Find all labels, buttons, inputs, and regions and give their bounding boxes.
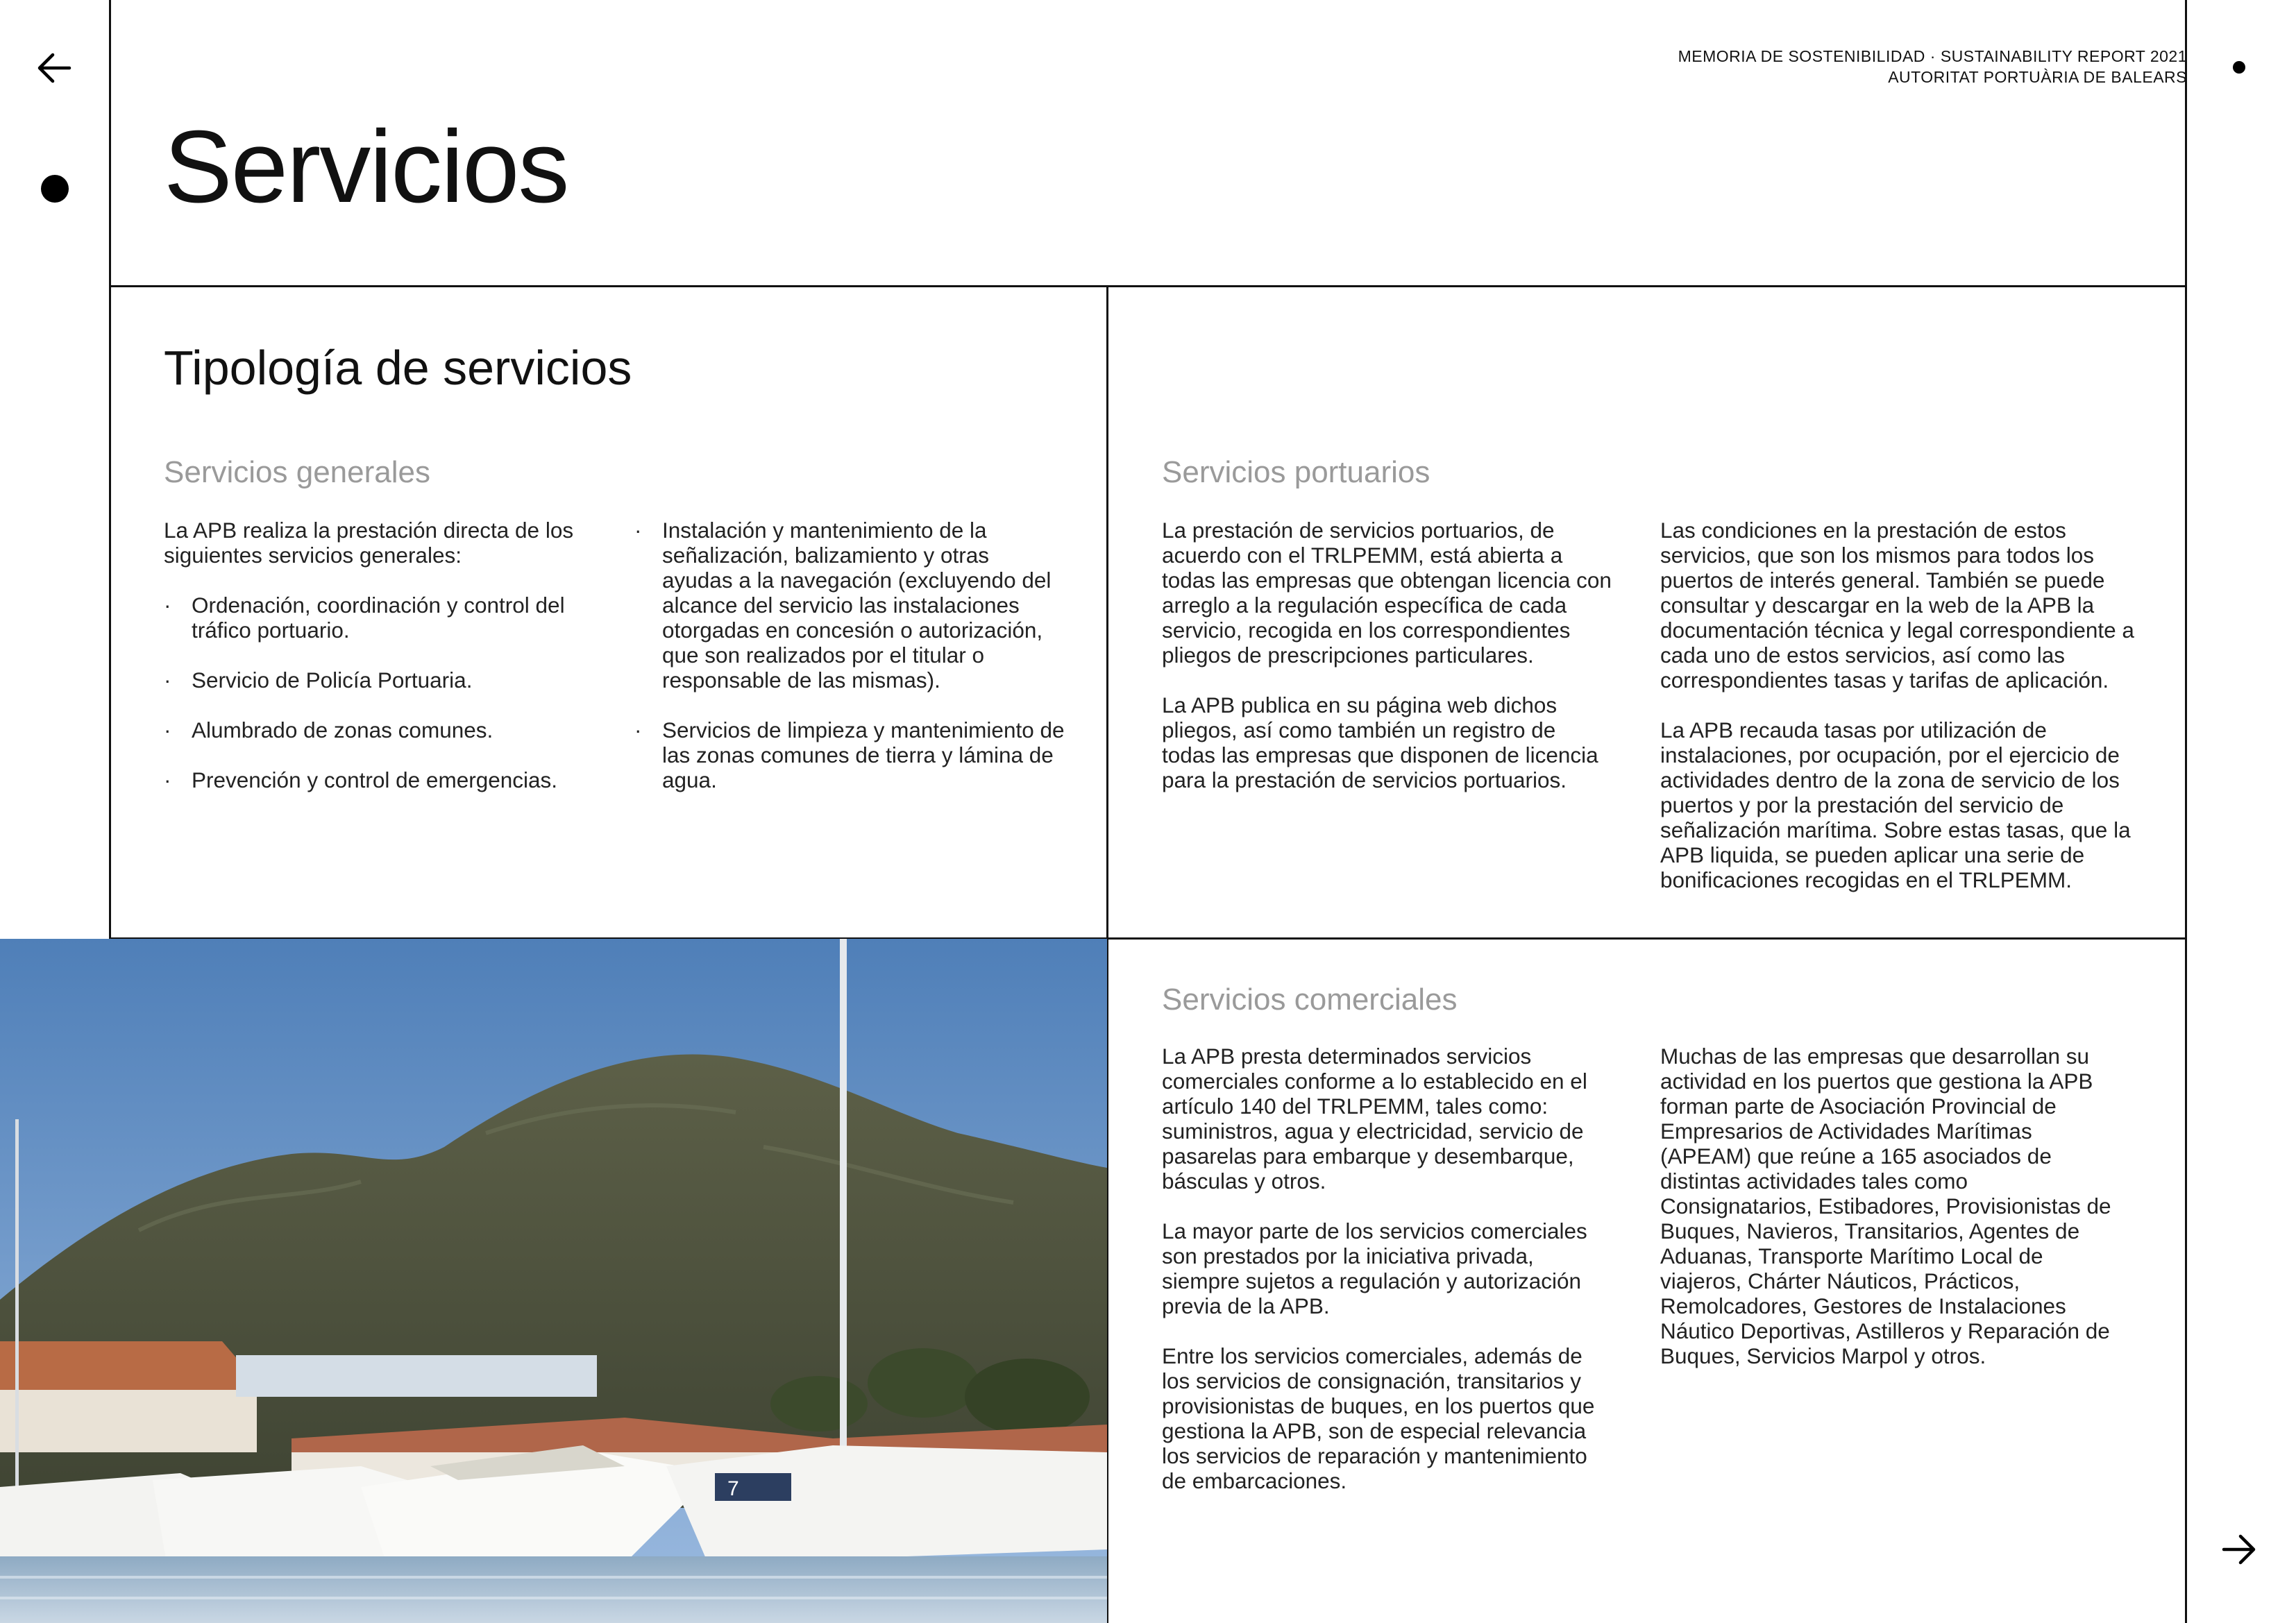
arrow-right-icon[interactable]	[2218, 1529, 2260, 1570]
paragraph: La mayor parte de los servicios comerciales son prestados por la iniciativa privada, siempre sujetos a regulación y autorización previa de la APB.	[1162, 1218, 1587, 1318]
report-header	[1678, 46, 2187, 87]
paragraph: Las condiciones en la prestación de estos servicios, que son los mismos para todos los puertos de interés general. También se puede consultar y descargar en la web de la APB la documentación técnica y legal correspondiente a cada uno de estos servicios, así como las correspondientes tasas y tarifas de aplicación.	[1660, 518, 2134, 692]
right-frame-line	[2185, 0, 2187, 1623]
marina-illustration	[0, 939, 1107, 1623]
servicios-portuarios-col2	[1660, 518, 2139, 917]
title-divider-line	[109, 285, 2187, 287]
servicios-generales-heading: Servicios generales	[164, 455, 430, 489]
list-item: · Servicio de Policía Portuaria.	[164, 668, 594, 692]
servicios-generales-list-cont	[634, 518, 1065, 792]
left-frame-line	[109, 0, 111, 939]
paragraph: La prestación de servicios portuarios, de acuerdo con el TRLPEMM, está abierta a todas las empresas que obtengan licencia con arreglo a la regulación específica de cada servicio, recogida en los correspondientes pliegos de prescripciones particulares.	[1162, 518, 1612, 668]
list-item: · Servicios de limpieza y mantenimiento de las zonas comunes de tierra y lámina de agua.	[634, 717, 1065, 792]
arrow-left-icon[interactable]	[33, 47, 75, 89]
servicios-comerciales-col1	[1162, 1044, 1613, 1518]
servicios-comerciales-heading: Servicios comerciales	[1162, 983, 1458, 1017]
boat-number: 7	[727, 1477, 739, 1500]
report-header-line2: AUTORITAT PORTUÀRIA DE BALEARS	[1888, 68, 2187, 86]
servicios-portuarios-col1	[1162, 518, 1613, 817]
list-item: · Instalación y mantenimiento de la señalización, balizamiento y otras ayudas a la navegación (excluyendo del alcance del servicio las instalaciones otorgadas en concesión o autorización, que son realizados por el titular o responsable de las mismas).	[634, 518, 1065, 692]
servicios-generales-col1	[164, 518, 594, 817]
servicios-generales-list	[164, 593, 594, 792]
servicios-comerciales-col2	[1660, 1044, 2111, 1393]
paragraph: La APB presta determinados servicios comerciales conforme a lo establecido en el artículo 140 del TRLPEMM, tales como: suministros, agua y electricidad, servicio de pasarelas para embarque y desembarque, básculas y otros.	[1162, 1044, 1587, 1193]
page-indicator-dot	[41, 175, 69, 203]
paragraph: La APB recauda tasas por utilización de instalaciones, por ocupación, por el ejercicio de actividades dentro de la zona de servicio de los puertos y por la prestación del servicio de señalización marítima. Sobre estas tasas, que la APB liquida, se pueden aplicar una serie de bonificaciones recogidas en el TRLPEMM.	[1660, 717, 2131, 892]
list-item: · Ordenación, coordinación y control del tráfico portuario.	[164, 593, 594, 643]
servicios-generales-col2	[634, 518, 1065, 817]
marina-photo	[0, 939, 1107, 1623]
paragraph: Muchas de las empresas que desarrollan su actividad en los puertos que gestiona la APB forman parte de Asociación Provincial de Empresarios de Actividades Marítimas (APEAM) que reúne a 165 asociados de distintas actividades tales como Consignatarios, Estibadores, Provisionistas de Buques, Navieros, Transitarios, Agentes de Aduanas, Transporte Marítimo Local de viajeros, Chárter Náuticos, Prácticos, Remolcadores, Gestores de Instalaciones Náutico Deportivas, Astilleros y Reparación de Buques, Servicios Marpol y otros.	[1660, 1044, 2111, 1368]
middle-divider-line	[1106, 937, 2187, 940]
section-title: Tipología de servicios	[164, 341, 632, 395]
page-title: Servicios	[164, 110, 568, 224]
right-indicator-dot	[2233, 61, 2245, 74]
servicios-generales-intro: La APB realiza la prestación directa de los siguientes servicios generales:	[164, 518, 574, 568]
list-item: · Alumbrado de zonas comunes.	[164, 717, 594, 742]
servicios-portuarios-heading: Servicios portuarios	[1162, 455, 1430, 489]
paragraph: La APB publica en su página web dichos pliegos, así como también un registro de todas las empresas que disponen de licencia para la prestación de servicios portuarios.	[1162, 692, 1598, 792]
paragraph: Entre los servicios comerciales, además de los servicios de consignación, transitarios y provisionistas de buques, en los puertos que gestiona la APB, son de especial relevancia los servicios de reparación y mantenimiento de embarcaciones.	[1162, 1343, 1595, 1493]
report-header-line1: MEMORIA DE SOSTENIBILIDAD · SUSTAINABILITY REPORT 2021	[1678, 47, 2187, 65]
list-item: · Prevención y control de emergencias.	[164, 767, 594, 792]
